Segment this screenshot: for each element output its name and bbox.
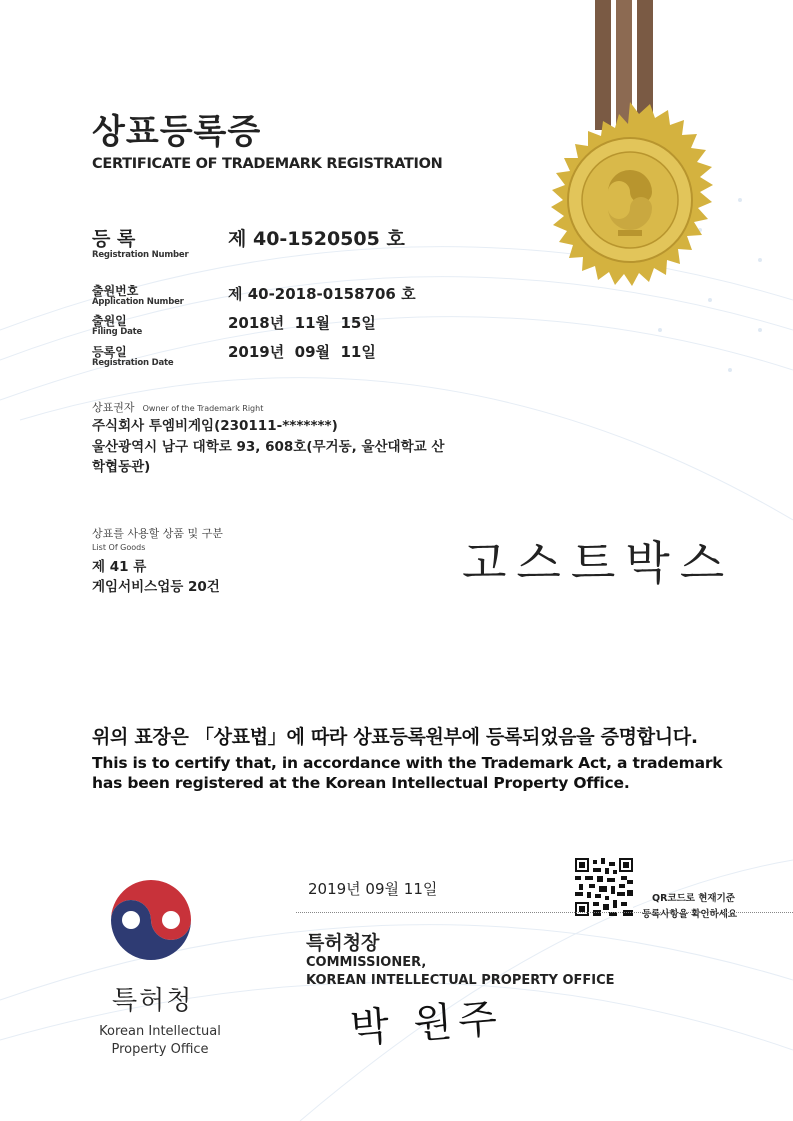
owner-name: 주식회사 투엠비게임(230111-*******): [92, 418, 338, 434]
commissioner-title-en-line2: KOREAN INTELLECTUAL PROPERTY OFFICE: [306, 973, 615, 988]
registration-label-ko: 등 록: [92, 228, 136, 250]
qr-note-line1: QR코드로 현재기준: [652, 893, 735, 904]
certify-statement-ko: 위의 표장은 「상표법」에 따라 상표등록원부에 등록되었음을 증명합니다.: [92, 726, 698, 748]
filing-date-label-en: Filing Date: [92, 327, 143, 337]
issue-date: 2019년 09월 11일: [308, 880, 438, 898]
filing-date: 2018년 11월 15일: [228, 314, 376, 332]
application-label-en: Application Number: [92, 297, 184, 307]
application-label-ko: 출원번호: [92, 284, 139, 298]
commissioner-title-en-line1: COMMISSIONER,: [306, 955, 427, 970]
logo-text-ko: 특허청: [112, 986, 194, 1016]
owner-address-line1: 울산광역시 남구 대학로 93, 608호(무거동, 울산대학교 산: [92, 439, 445, 455]
certify-statement-en-line2: has been registered at the Korean Intellectual Property Office.: [92, 774, 630, 792]
registration-date-label-en: Registration Date: [92, 358, 174, 368]
title-english: CERTIFICATE OF TRADEMARK REGISTRATION: [92, 156, 443, 172]
logo-text-en-line2: Property Office: [111, 1042, 209, 1057]
owner-address-line2: 학협동관): [92, 459, 151, 475]
application-number: 제 40-2018-0158706 호: [228, 285, 416, 303]
goods-label-ko: 상표를 사용할 상품 및 구분: [92, 527, 223, 540]
owner-label-en: Owner of the Trademark Right: [142, 404, 264, 413]
filing-date-label-ko: 출원일: [92, 314, 127, 328]
owner-label-ko: 상표권자: [92, 401, 135, 414]
commissioner-signature: 박 원주: [348, 995, 505, 1053]
goods-label-en: List Of Goods: [92, 543, 146, 552]
registration-number: 제 40-1520505 호: [228, 228, 405, 250]
title-korean: 상표등록증: [92, 112, 262, 152]
registration-date: 2019년 09월 11일: [228, 343, 376, 361]
gold-seal-icon: [530, 0, 730, 300]
registration-date-label-ko: 등록일: [92, 345, 127, 359]
commissioner-title-ko: 특허청장: [306, 932, 380, 954]
owner-label: [92, 396, 263, 415]
kipo-taegeuk-logo-icon: [107, 876, 195, 964]
certify-statement-en-line1: This is to certify that, in accordance with the Trademark Act, a trademark: [92, 754, 723, 772]
trademark-text: 고스트박스: [462, 536, 735, 590]
qr-code-icon: [575, 858, 633, 916]
goods-class: 제 41 류: [92, 559, 147, 575]
logo-text-en-line1: Korean Intellectual: [99, 1024, 221, 1039]
registration-label-en: Registration Number: [92, 250, 189, 260]
divider-line: [296, 912, 793, 913]
qr-note-line2: 등록사항을 확인하세요: [642, 909, 738, 920]
goods-description: 게임서비스업등 20건: [92, 579, 220, 595]
